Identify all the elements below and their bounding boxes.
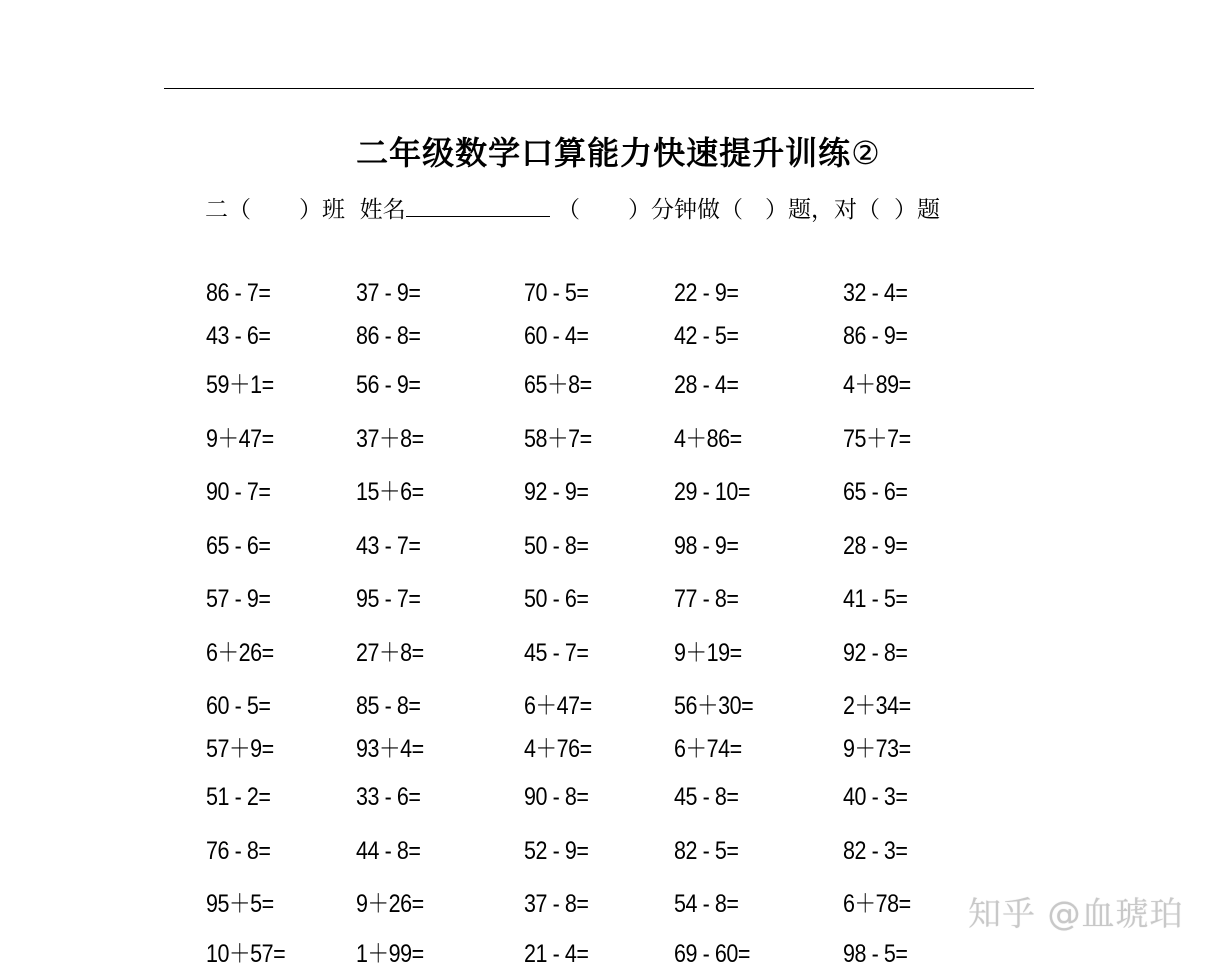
problem-row — [0, 732, 1227, 766]
problem-item: 95 - 7= — [356, 585, 421, 613]
problem-item: 40 - 3= — [843, 783, 908, 811]
problem-item: 60 - 5= — [206, 692, 271, 720]
problem-item: 70 - 5= — [524, 279, 589, 307]
problem-item: 77 - 8= — [674, 585, 739, 613]
problem-item: 92 - 8= — [843, 639, 908, 667]
problem-item: 6＋26= — [206, 639, 274, 667]
minutes-open: （ — [556, 197, 580, 223]
problem-row — [0, 319, 1227, 353]
problem-item: 75＋7= — [843, 425, 911, 453]
problem-row — [0, 368, 1227, 402]
problem-row — [0, 422, 1227, 456]
problem-item: 50 - 8= — [524, 532, 589, 560]
problem-item: 6＋74= — [674, 735, 742, 763]
minutes-label: ）分钟做（ — [627, 197, 743, 223]
problem-item: 93＋4= — [356, 735, 424, 763]
problem-item: 4＋86= — [674, 425, 742, 453]
problem-row — [0, 529, 1227, 563]
problem-item: 95＋5= — [206, 890, 274, 918]
problem-item: 86 - 9= — [843, 322, 908, 350]
problem-item: 69 - 60= — [674, 940, 751, 968]
problem-item: 4＋89= — [843, 371, 911, 399]
problem-item: 27＋8= — [356, 639, 424, 667]
problem-item: 86 - 7= — [206, 279, 271, 307]
problem-item: 65 - 6= — [843, 478, 908, 506]
problem-item: 50 - 6= — [524, 585, 589, 613]
problem-row — [0, 689, 1227, 723]
problem-item: 42 - 5= — [674, 322, 739, 350]
problem-row — [0, 276, 1227, 310]
watermark: 知乎 @血琥珀 — [968, 894, 1184, 933]
problem-item: 92 - 9= — [524, 478, 589, 506]
problem-item: 65 - 6= — [206, 532, 271, 560]
problem-row — [0, 780, 1227, 814]
title-text: 二年级数学口算能力快速提升训练 — [356, 134, 852, 172]
problem-item: 6＋78= — [843, 890, 911, 918]
problem-item: 15＋6= — [356, 478, 424, 506]
problem-row — [0, 475, 1227, 509]
problem-item: 9＋47= — [206, 425, 274, 453]
problem-item: 37 - 8= — [524, 890, 589, 918]
problem-item: 9＋73= — [843, 735, 911, 763]
grade-label: 二（ — [205, 197, 251, 223]
problem-item: 44 - 8= — [356, 837, 421, 865]
problem-item: 90 - 8= — [524, 783, 589, 811]
problem-item: 33 - 6= — [356, 783, 421, 811]
problem-row — [0, 582, 1227, 616]
problem-item: 10＋57= — [206, 940, 286, 968]
problem-item: 2＋34= — [843, 692, 911, 720]
title-number: ② — [851, 134, 881, 172]
problem-item: 22 - 9= — [674, 279, 739, 307]
name-label: 姓名 — [359, 197, 406, 223]
problem-item: 59＋1= — [206, 371, 274, 399]
problem-item: 54 - 8= — [674, 890, 739, 918]
problem-item: 28 - 4= — [674, 371, 739, 399]
problem-item: 56＋30= — [674, 692, 754, 720]
problem-item: 21 - 4= — [524, 940, 589, 968]
problem-item: 37 - 9= — [356, 279, 421, 307]
problem-item: 4＋76= — [524, 735, 592, 763]
problem-item: 37＋8= — [356, 425, 424, 453]
problem-item: 90 - 7= — [206, 478, 271, 506]
problem-item: 57＋9= — [206, 735, 274, 763]
problem-item: 82 - 3= — [843, 837, 908, 865]
problem-item: 1＋99= — [356, 940, 424, 968]
problem-item: 29 - 10= — [674, 478, 751, 506]
problem-item: 41 - 5= — [843, 585, 908, 613]
problem-item: 9＋19= — [674, 639, 742, 667]
problem-row — [0, 636, 1227, 670]
problem-item: 98 - 9= — [674, 532, 739, 560]
problem-item: 86 - 8= — [356, 322, 421, 350]
problem-row — [0, 937, 1227, 971]
problem-item: 65＋8= — [524, 371, 592, 399]
problem-item: 9＋26= — [356, 890, 424, 918]
problem-item: 6＋47= — [524, 692, 592, 720]
class-label: ）班 — [299, 197, 345, 223]
problem-item: 85 - 8= — [356, 692, 421, 720]
correct-label: ）题 — [893, 197, 940, 223]
problem-item: 43 - 6= — [206, 322, 271, 350]
problem-item: 45 - 7= — [524, 639, 589, 667]
problem-row — [0, 834, 1227, 868]
problem-item: 56 - 9= — [356, 371, 421, 399]
problem-item: 98 - 5= — [843, 940, 908, 968]
problem-item: 82 - 5= — [674, 837, 739, 865]
problem-item: 28 - 9= — [843, 532, 908, 560]
problem-item: 45 - 8= — [674, 783, 739, 811]
problem-item: 51 - 2= — [206, 783, 271, 811]
problem-item: 60 - 4= — [524, 322, 589, 350]
problem-item: 76 - 8= — [206, 837, 271, 865]
done-label: ）题，对（ — [764, 197, 880, 223]
problem-item: 32 - 4= — [843, 279, 908, 307]
problem-item: 43 - 7= — [356, 532, 421, 560]
problem-item: 52 - 9= — [524, 837, 589, 865]
problem-item: 58＋7= — [524, 425, 592, 453]
problem-item: 57 - 9= — [206, 585, 271, 613]
